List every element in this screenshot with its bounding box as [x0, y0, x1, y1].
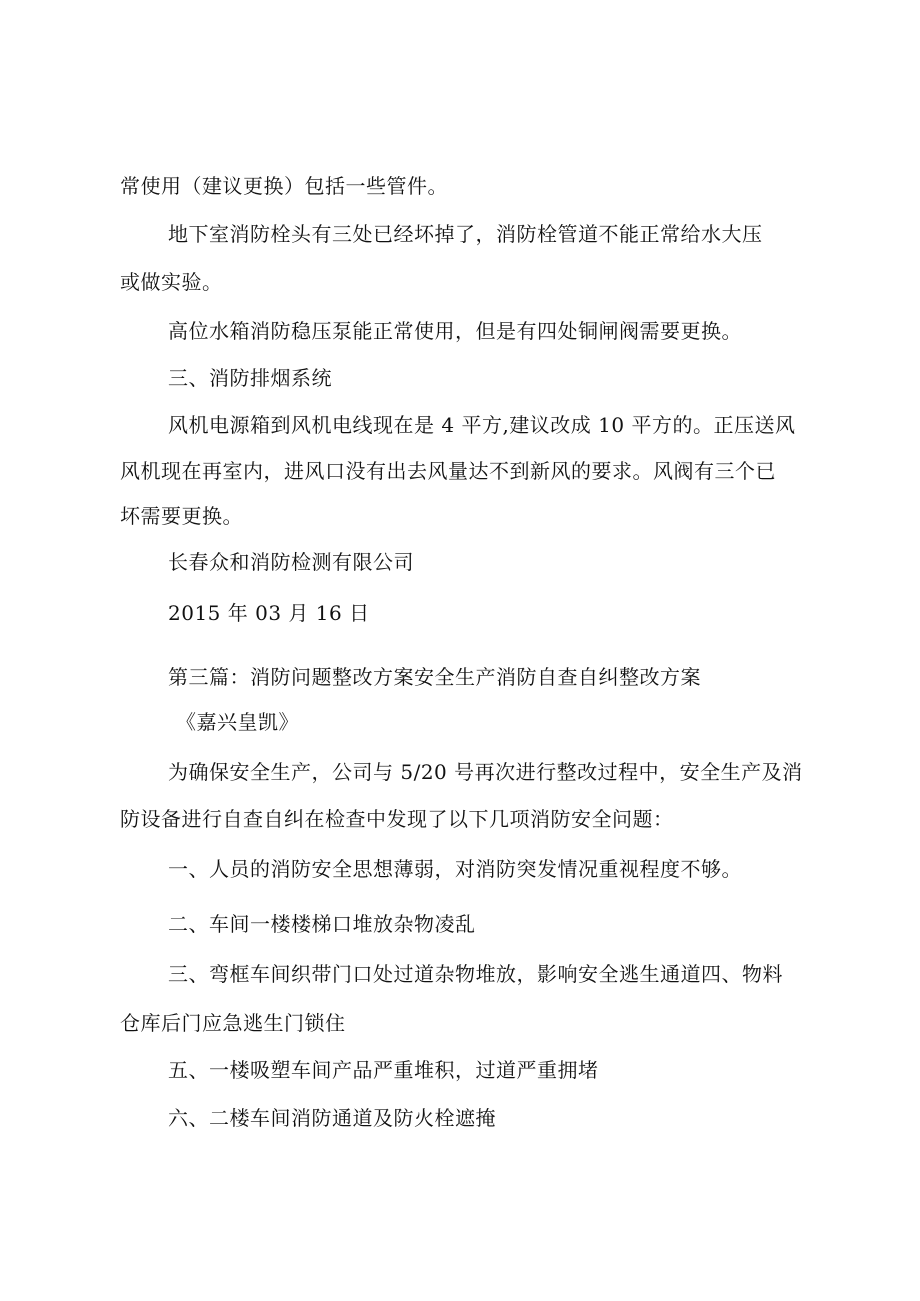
list-item: 仓库后门应急逃生门锁住	[120, 1011, 346, 1035]
list-item: 六、二楼车间消防通道及防火栓遮掩	[168, 1106, 496, 1130]
paragraph-line: 常使用（建议更换）包括一些管件。	[120, 174, 448, 198]
document-date: 2015 年 03 月 16 日	[168, 601, 370, 625]
chapter-subtitle: 《嘉兴皇凯》	[176, 710, 299, 734]
paragraph-line: 风机电源箱到风机电线现在是 4 平方,建议改成 10 平方的。正压送风	[168, 413, 796, 437]
list-item: 三、弯框车间织带门口处过道杂物堆放，影响安全逃生通道四、物料	[168, 962, 783, 986]
paragraph-line: 防设备进行自查自纠在检查中发现了以下几项消防安全问题：	[120, 807, 674, 831]
paragraph-line: 或做实验。	[120, 270, 223, 294]
paragraph-line: 高位水箱消防稳压泵能正常使用，但是有四处铜闸阀需要更换。	[168, 319, 742, 343]
company-signature: 长春众和消防检测有限公司	[168, 550, 414, 574]
paragraph-line: 为确保安全生产，公司与 5/20 号再次进行整改过程中，安全生产及消	[168, 760, 803, 784]
section-heading: 三、消防排烟系统	[168, 366, 332, 390]
list-item: 二、车间一楼楼梯口堆放杂物凌乱	[168, 912, 476, 936]
paragraph-line: 风机现在再室内，进风口没有出去风量达不到新风的要求。风阀有三个已	[120, 459, 776, 483]
paragraph-line: 地下室消防栓头有三处已经坏掉了，消防栓管道不能正常给水大压	[168, 222, 763, 246]
paragraph-line: 坏需要更换。	[120, 504, 243, 528]
list-item: 五、一楼吸塑车间产品严重堆积，过道严重拥堵	[168, 1058, 599, 1082]
list-item: 一、人员的消防安全思想薄弱，对消防突发情况重视程度不够。	[168, 857, 742, 881]
chapter-title: 第三篇：消防问题整改方案安全生产消防自查自纠整改方案	[168, 665, 701, 689]
